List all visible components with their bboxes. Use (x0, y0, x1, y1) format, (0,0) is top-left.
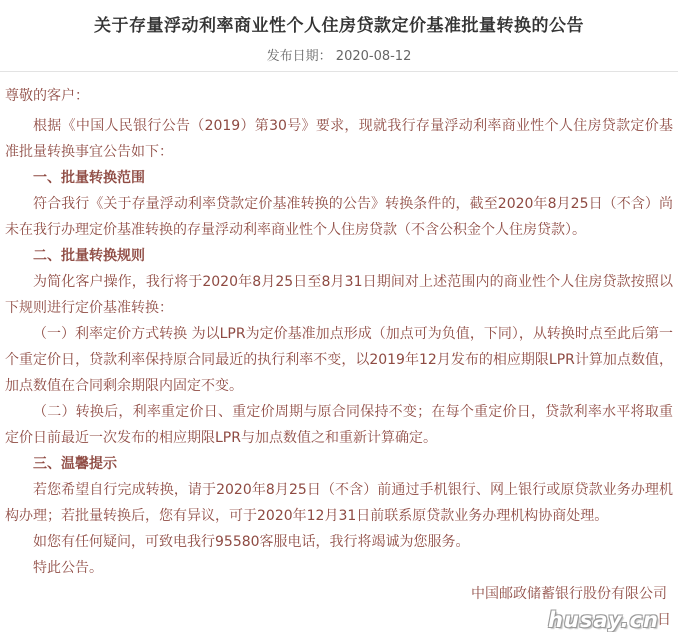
section-heading: 二、批量转换规则 (33, 248, 145, 264)
publish-date-value: 2020-08-12 (335, 49, 412, 64)
section-heading: 一、批量转换范围 (33, 170, 145, 186)
notice-header (0, 0, 678, 65)
watermark-husay: husay.cn (547, 608, 659, 632)
body-paragraph: 若您希望自行完成转换，请于2020年8月25日（不含）前通过手机银行、网上银行或原贷款业务办理机构办理；若批量转换后，您有异议，可于2020年12月31日前联系原贷款业务办理机构协商处理。 (5, 482, 673, 524)
paragraph-list (5, 113, 673, 581)
signature: 中国邮政储蓄银行股份有限公司 (471, 586, 667, 602)
body-paragraph: 符合我行《关于存量浮动利率贷款定价基准转换的公告》转换条件的，截至2020年8月25日（不含）尚未在我行办理定价基准转换的存量浮动利率商业性个人住房贷款（不含公积金个人住房贷款）。 (5, 196, 673, 238)
date-row (548, 607, 671, 631)
salutation: 尊敬的客户： (5, 88, 89, 104)
body-paragraph: 根据《中国人民银行公告（2019）第30号》要求，现就我行存量浮动利率商业性个人住房贷款定价基准批量转换事宜公告如下： (5, 118, 673, 160)
publish-date-row (0, 48, 678, 65)
notice-body (0, 72, 678, 632)
body-paragraph: （二）转换后，利率重定价日、重定价周期与原合同保持不变；在每个重定价日，贷款利率水平将取重定价日前最近一次发布的相应期限LPR与加点数值之和重新计算确定。 (5, 404, 673, 446)
section-heading: 三、温馨提示 (33, 456, 117, 472)
publish-date-label: 发布日期： (266, 49, 332, 64)
notice-date-partial: 日 (657, 612, 671, 628)
page-title: 关于存量浮动利率商业性个人住房贷款定价基准批量转换的公告 (94, 16, 584, 36)
notice-footer (5, 581, 673, 632)
body-paragraph: 特此公告。 (33, 560, 103, 576)
body-paragraph: （一）利率定价方式转换 为以LPR为定价基准加点形成（加点可为负值，下同），从转换时点至此后第一个重定价日，贷款利率保持原合同最近的执行利率不变，以2019年12月发布的相应期限LPR计算加点数值，加点数值在合同剩余期限内固定不变。 (5, 326, 673, 394)
body-paragraph: 为简化客户操作，我行将于2020年8月25日至8月31日期间对上述范围内的商业性个人住房贷款按照以下规则进行定价基准转换： (5, 274, 673, 316)
body-paragraph: 如您有任何疑问，可致电我行95580客服电话，我行将竭诚为您服务。 (33, 534, 470, 550)
